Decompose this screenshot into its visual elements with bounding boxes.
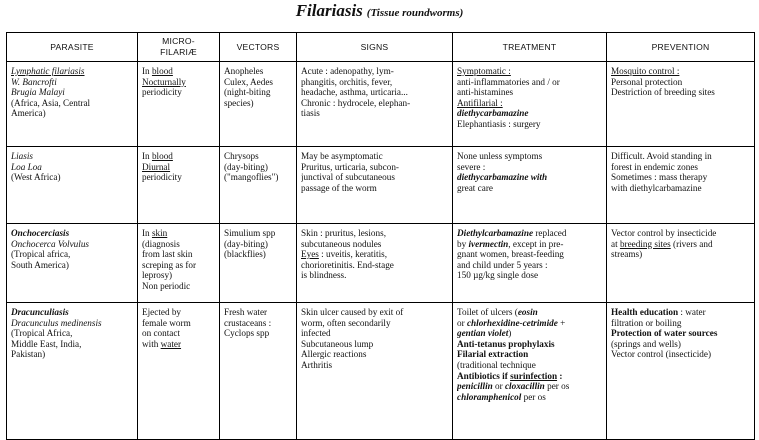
signs-line: Eyes : uveitis, keratitis, bbox=[301, 249, 387, 260]
treatment-line: Antibiotics if surinfection : bbox=[457, 370, 563, 381]
signs-line: is blindness. bbox=[301, 270, 347, 281]
cell-parasite bbox=[7, 303, 138, 440]
treatment-drug: diethycarbamazine bbox=[457, 108, 529, 119]
treatment-line: anti-inflammatories and / or bbox=[457, 76, 560, 87]
prevention-line: Difficult. Avoid standing in bbox=[611, 151, 712, 161]
header-microfilariae-line2: FILARIÆ bbox=[160, 47, 197, 57]
treatment-drug: diethycarbamazine with bbox=[457, 172, 548, 183]
micro-line: (diagnosis bbox=[142, 238, 180, 249]
signs-line: headache, asthma, urticaria... bbox=[301, 87, 408, 98]
header-microfilariae bbox=[138, 33, 220, 62]
cell-treatment bbox=[453, 224, 607, 303]
signs-line: Acute : adenopathy, lym- bbox=[301, 66, 394, 76]
vector-line: species) bbox=[224, 97, 254, 108]
prevention-line: forest in endemic zones bbox=[611, 161, 698, 172]
cell-signs bbox=[297, 147, 453, 224]
signs-line: Skin ulcer caused by exit of bbox=[301, 307, 404, 317]
cell-prevention bbox=[607, 62, 755, 147]
treatment-line: Anti-tetanus prophylaxis bbox=[457, 338, 555, 349]
signs-line: passage of the worm bbox=[301, 182, 377, 193]
table-row bbox=[7, 62, 755, 147]
micro-line: In skin bbox=[142, 228, 168, 238]
micro-line: periodicity bbox=[142, 172, 182, 183]
treatment-line: Toilet of ulcers (eosin bbox=[457, 307, 538, 317]
treatment-line: or chlorhexidine-cetrimide + bbox=[457, 317, 566, 328]
header-signs: SIGNS bbox=[297, 33, 453, 62]
cell-parasite bbox=[7, 62, 138, 147]
cell-microfilariae bbox=[138, 62, 220, 147]
signs-line: worm, often secondarily bbox=[301, 317, 391, 328]
treatment-line: by ivermectin, except in pre- bbox=[457, 238, 564, 249]
parasite-species: Onchocerca Volvulus bbox=[11, 238, 89, 249]
parasite-region: (West Africa) bbox=[11, 172, 61, 183]
table-row bbox=[7, 224, 755, 303]
parasite-region: Pakistan) bbox=[11, 349, 46, 360]
micro-line: In blood bbox=[142, 151, 173, 161]
cell-parasite bbox=[7, 224, 138, 303]
signs-line: subcutaneous nodules bbox=[301, 238, 382, 249]
treatment-line: Filarial extraction bbox=[457, 349, 529, 360]
parasite-region: South America) bbox=[11, 259, 69, 270]
cell-vectors bbox=[220, 224, 297, 303]
prevention-line: Destriction of breeding sites bbox=[611, 87, 715, 98]
parasite-disease: Onchocerciasis bbox=[11, 228, 70, 238]
parasite-disease: Lymphatic filariasis bbox=[11, 66, 85, 76]
signs-line: junctival of subcutaneous bbox=[301, 172, 395, 183]
treatment-line: gnant women, breast-feeding bbox=[457, 249, 564, 260]
treatment-line: (traditional technique bbox=[457, 359, 536, 370]
treatment-line: great care bbox=[457, 182, 493, 193]
cell-prevention bbox=[607, 224, 755, 303]
header-vectors: VECTORS bbox=[220, 33, 297, 62]
signs-line: Pruritus, urticaria, subcon- bbox=[301, 161, 399, 172]
cell-treatment bbox=[453, 62, 607, 147]
signs-line: Arthritis bbox=[301, 359, 333, 370]
treatment-line: Antifilarial : bbox=[457, 97, 503, 108]
signs-line: chorioretinitis. End-stage bbox=[301, 259, 394, 270]
prevention-line: Vector control (insecticide) bbox=[611, 349, 711, 360]
parasite-region: (Tropical Africa, bbox=[11, 328, 73, 339]
treatment-line: chloramphenicol per os bbox=[457, 391, 546, 402]
treatment-line: and child under 5 years : bbox=[457, 259, 548, 270]
prevention-line: with diethylcarbamazine bbox=[611, 182, 702, 193]
vector-line: (night-biting bbox=[224, 87, 271, 98]
parasite-region: America) bbox=[11, 108, 46, 119]
vector-line: Culex, Aedes bbox=[224, 76, 273, 87]
micro-line: with water bbox=[142, 338, 182, 349]
parasite-region: (Africa, Asia, Central bbox=[11, 97, 91, 108]
treatment-line: 150 µg/kg single dose bbox=[457, 270, 539, 281]
signs-line: May be asymptomatic bbox=[301, 151, 383, 161]
header-microfilariae-line1: MICRO- bbox=[162, 36, 195, 47]
prevention-line: Personal protection bbox=[611, 76, 683, 87]
micro-line: from last skin bbox=[142, 249, 193, 260]
title-subtitle: (Tissue roundworms) bbox=[366, 7, 464, 19]
treatment-line: Diethylcarbamazine replaced bbox=[457, 228, 567, 238]
cell-vectors bbox=[220, 62, 297, 147]
treatment-line: Symptomatic : bbox=[457, 66, 511, 76]
micro-line: Diurnal bbox=[142, 161, 171, 172]
cell-prevention bbox=[607, 303, 755, 440]
vector-line: Cyclops spp bbox=[224, 328, 270, 339]
cell-microfilariae bbox=[138, 147, 220, 224]
treatment-line: None unless symptoms bbox=[457, 151, 543, 161]
micro-line: female worm bbox=[142, 317, 191, 328]
vector-line: (day-biting) bbox=[224, 161, 268, 172]
prevention-line: Sometimes : mass therapy bbox=[611, 172, 708, 183]
vector-line: Chrysops bbox=[224, 151, 259, 161]
cell-treatment bbox=[453, 303, 607, 440]
cell-prevention bbox=[607, 147, 755, 224]
cell-vectors bbox=[220, 147, 297, 224]
table-row bbox=[7, 303, 755, 440]
header-prevention: PREVENTION bbox=[607, 33, 755, 62]
prevention-line: Vector control by insecticide bbox=[611, 228, 717, 238]
cell-microfilariae bbox=[138, 224, 220, 303]
treatment-line: severe : bbox=[457, 161, 486, 172]
cell-signs bbox=[297, 224, 453, 303]
micro-line: on contact bbox=[142, 328, 181, 339]
page-title bbox=[0, 1, 759, 21]
parasite-region: (Tropical africa, bbox=[11, 249, 71, 260]
parasite-species: Dracunculus medinensis bbox=[11, 317, 102, 328]
parasite-region: Middle East, India, bbox=[11, 338, 82, 349]
parasite-disease: Dracunculiasis bbox=[11, 307, 69, 317]
parasite-species: Brugia Malayi bbox=[11, 87, 65, 98]
vector-line: (day-biting) bbox=[224, 238, 268, 249]
signs-line: Chronic : hydrocele, elephan- bbox=[301, 97, 411, 108]
vector-line: Anopheles bbox=[224, 66, 264, 76]
prevention-line: Health education : water bbox=[611, 307, 706, 317]
cell-treatment bbox=[453, 147, 607, 224]
micro-line: periodicity bbox=[142, 87, 182, 98]
header-treatment: TREATMENT bbox=[453, 33, 607, 62]
vector-line: crustaceans : bbox=[224, 317, 272, 328]
treatment-line: Elephantiasis : surgery bbox=[457, 118, 541, 129]
parasite-species: W. Bancrofti bbox=[11, 76, 57, 87]
vector-line: (blackflies) bbox=[224, 249, 266, 260]
treatment-line: gentian violet) bbox=[457, 328, 512, 339]
vector-line: ("mangoflies") bbox=[224, 172, 279, 183]
prevention-line: at breeding sites (rivers and bbox=[611, 238, 713, 249]
table-row bbox=[7, 147, 755, 224]
header-row bbox=[7, 33, 755, 62]
cell-microfilariae bbox=[138, 303, 220, 440]
signs-line: tiasis bbox=[301, 108, 320, 119]
parasite-disease: Liasis bbox=[11, 151, 33, 161]
vector-line: Fresh water bbox=[224, 307, 268, 317]
prevention-line: streams) bbox=[611, 249, 643, 260]
micro-line: screping as for bbox=[142, 259, 197, 270]
signs-line: Allergic reactions bbox=[301, 349, 367, 360]
cell-parasite bbox=[7, 147, 138, 224]
micro-line: Nocturnally bbox=[142, 76, 186, 87]
prevention-line: (springs and wells) bbox=[611, 338, 681, 349]
signs-line: Subcutaneous lump bbox=[301, 338, 374, 349]
parasite-species: Loa Loa bbox=[11, 161, 42, 172]
signs-line: phangitis, orchitis, fever, bbox=[301, 76, 393, 87]
micro-line: Ejected by bbox=[142, 307, 182, 317]
filariasis-table bbox=[6, 32, 755, 440]
signs-line: infected bbox=[301, 328, 331, 339]
title-main: Filariasis bbox=[295, 1, 363, 20]
cell-vectors bbox=[220, 303, 297, 440]
prevention-line: filtration or boiling bbox=[611, 317, 682, 328]
micro-line: Non periodic bbox=[142, 280, 191, 291]
header-parasite: PARASITE bbox=[7, 33, 138, 62]
treatment-line: penicillin or cloxacillin per os bbox=[457, 381, 570, 392]
cell-signs bbox=[297, 303, 453, 440]
micro-line: leprosy) bbox=[142, 270, 173, 281]
cell-signs bbox=[297, 62, 453, 147]
treatment-line: anti-histamines bbox=[457, 87, 514, 98]
signs-line: Skin : pruritus, lesions, bbox=[301, 228, 386, 238]
prevention-line: Protection of water sources bbox=[611, 328, 718, 339]
vector-line: Simulium spp bbox=[224, 228, 276, 238]
prevention-line: Mosquito control : bbox=[611, 66, 680, 76]
micro-line: In blood bbox=[142, 66, 173, 76]
